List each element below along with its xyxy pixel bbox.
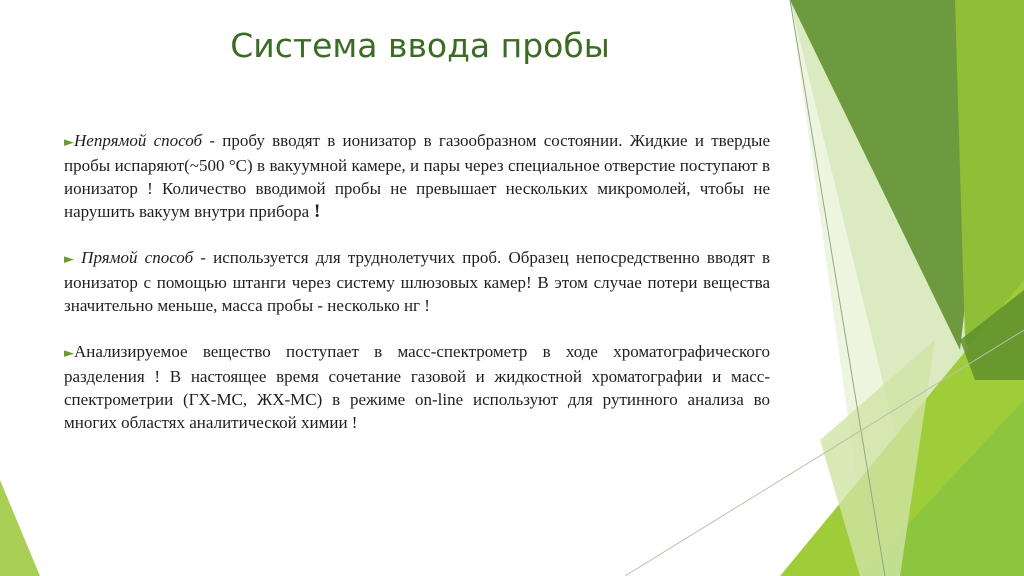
paragraph-text: Анализируемое вещество поступает в масс-спектрометр в ходе хроматографического разделения ! В настоящее время сочетание газовой и жидкостной хроматографии и масс-спектрометрии (ГХ-МС, ЖХ-МС) в режиме on-line используют для рутинного анализа во многих областях аналитической химии ! <box>64 342 770 432</box>
paragraph-text: - используется для труднолетучих проб. Образец непосредственно вводят в ионизатор с помощью штанги через систему шлюзовых камер! В этом случае потери вещества значительно меньше, масса пробы - несколько нг ! <box>64 248 770 315</box>
paragraph-end-mark: ! <box>309 201 321 222</box>
slide-content <box>64 129 770 457</box>
paragraph-text: - пробу вводят в ионизатор в газообразном состоянии. Жидкие и твердые пробы испаряют(~500 °C) в вакуумной камере, и пары через специальное отверстие поступают в ионизатор ! Количество вводимой пробы не превышает нескольких микромолей, чтобы не нарушить вакуум внутри прибора <box>64 131 771 221</box>
left-green-strip <box>0 480 40 576</box>
bullet-arrow-icon: ► <box>64 252 74 267</box>
paragraph-indirect-method <box>64 129 770 223</box>
slide-title: Система ввода пробы <box>230 26 610 65</box>
term-direct-method: Прямой способ <box>74 248 194 267</box>
bullet-arrow-icon: ► <box>64 346 74 361</box>
term-indirect-method: Непрямой способ <box>74 131 203 150</box>
paragraph-direct-method <box>64 246 770 317</box>
bullet-arrow-icon: ► <box>64 135 74 150</box>
paragraph-chromatography <box>64 340 770 434</box>
